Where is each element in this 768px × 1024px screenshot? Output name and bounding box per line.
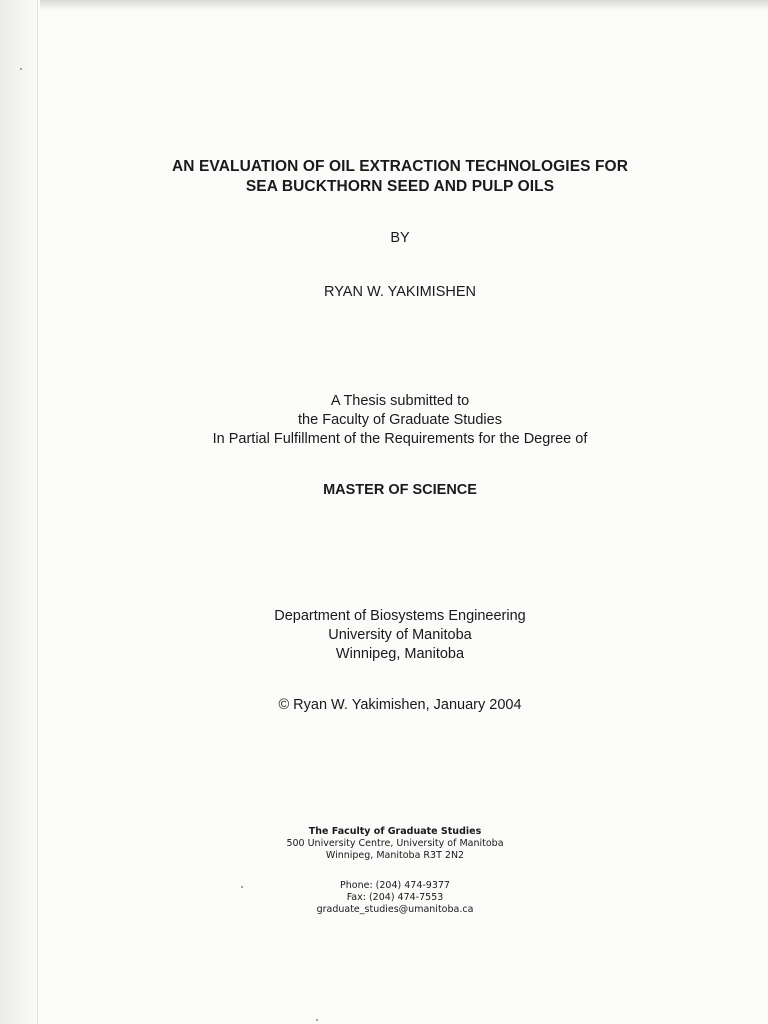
department-block xyxy=(0,607,768,664)
copyright-notice: © Ryan W. Yakimishen, January 2004 xyxy=(278,697,522,713)
scan-margin-line xyxy=(37,0,38,1024)
faculty-office-name: The Faculty of Graduate Studies xyxy=(308,826,482,837)
thesis-title xyxy=(0,157,768,197)
submission-statement xyxy=(0,392,768,449)
faculty-office-address-2: Winnipeg, Manitoba R3T 2N2 xyxy=(325,850,465,861)
faculty-office-address-1: 500 University Centre, University of Manitoba xyxy=(286,838,504,849)
scan-speck xyxy=(20,68,22,70)
scan-edge-top xyxy=(0,0,768,10)
thesis-title-line-1: AN EVALUATION OF OIL EXTRACTION TECHNOLOGIES FOR xyxy=(171,158,629,175)
university-name: University of Manitoba xyxy=(328,627,472,643)
scan-speck xyxy=(316,1019,318,1021)
city-province: Winnipeg, Manitoba xyxy=(335,646,465,662)
scan-edge-left xyxy=(0,0,40,1024)
author-name: RYAN W. YAKIMISHEN xyxy=(323,284,477,300)
contact-email: graduate_studies@umanitoba.ca xyxy=(316,904,474,915)
faculty-office-stamp xyxy=(0,826,768,862)
statement-line-1: A Thesis submitted to xyxy=(330,393,470,409)
thesis-title-line-2: SEA BUCKTHORN SEED AND PULP OILS xyxy=(245,178,555,195)
statement-line-3: In Partial Fulfillment of the Requirements for the Degree of xyxy=(212,431,588,447)
contact-phone: Phone: (204) 474-9377 xyxy=(340,880,450,891)
degree-name: MASTER OF SCIENCE xyxy=(323,482,477,498)
contact-fax: Fax: (204) 474-7553 xyxy=(346,892,444,903)
statement-line-2: the Faculty of Graduate Studies xyxy=(298,412,502,428)
by-label: BY xyxy=(390,230,410,246)
faculty-contact-block xyxy=(0,880,768,916)
department-name: Department of Biosystems Engineering xyxy=(274,608,526,624)
